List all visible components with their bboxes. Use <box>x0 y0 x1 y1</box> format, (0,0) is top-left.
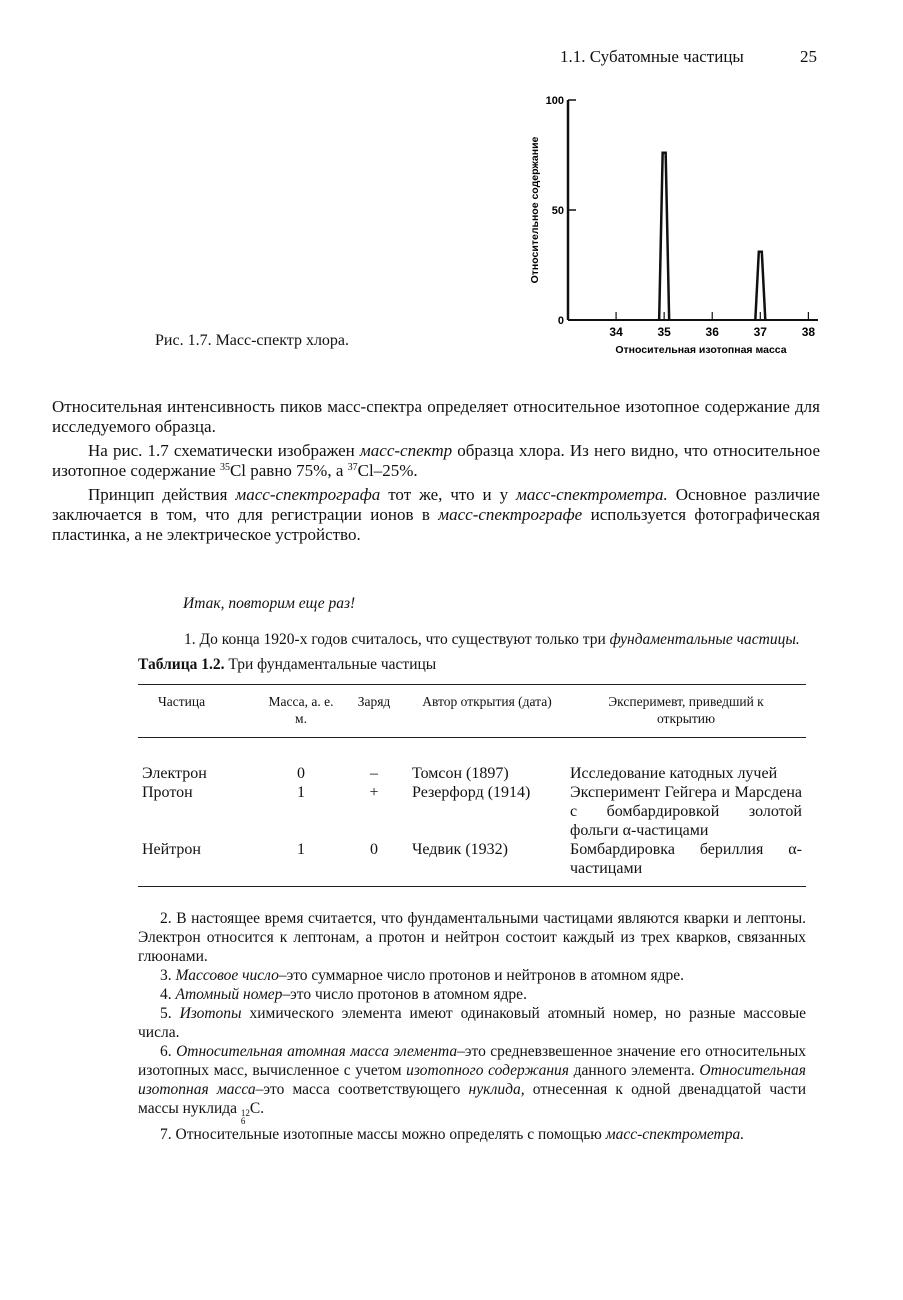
particles-table <box>138 684 806 887</box>
mass-spectrum-chart <box>520 90 830 360</box>
x-tick-label: 37 <box>753 325 767 339</box>
paragraph: Принцип действия масс-спектрографа тот же, что и у масс-спектрометра. Основное различие заключается в том, что для регистрации ионов в масс-спектрографе используется фотографическая пластинка, а не электрическое устройство. <box>52 485 820 544</box>
table-cell: Томсон (1897) <box>412 765 509 782</box>
paragraph: Относительная интенсивность пиков масс-спектра определяет относительное изотопное содержание для исследуемого образца. <box>52 397 820 436</box>
summary-heading: Итак, повторим еще раз! <box>183 595 356 612</box>
column-header: Эксперимевт, приведший к открытию <box>608 694 764 726</box>
table-cell: Электрон <box>142 765 207 782</box>
x-tick-label: 36 <box>705 325 719 339</box>
summary-item-1: 1. До конца 1920-х годов считалось, что существуют только три фундаментальные частицы. <box>184 631 800 648</box>
table-cell: Чедвик (1932) <box>412 841 508 858</box>
paragraph: На рис. 1.7 схематически изображен масс-спектр образца хлора. Из него видно, что относительное изотопное содержание $^{35}$Cl равно 75%, а $^{37}$Cl–25%. <box>52 441 820 480</box>
table-cell: Протон <box>142 784 193 801</box>
table-cell: Эксперимент Гейгера и Марсдена с бомбардировкой золотой фольги α-частицами <box>570 784 802 839</box>
summary-item-5: 5. Изотопы химического элемента имеют одинаковый атомный номер, но разные массовые числа. <box>138 1005 806 1041</box>
nuclide-notation: 12 6 <box>240 1108 250 1126</box>
summary-items <box>138 909 806 1144</box>
column-header: Масса, а. е. м. <box>268 694 334 726</box>
table-cell: Бомбардировка бериллия α-частицами <box>570 841 802 877</box>
page-number: 25 <box>800 47 817 66</box>
y-tick-label: 50 <box>551 205 564 217</box>
y-tick-label: 100 <box>545 95 564 107</box>
summary-item-7: 7. Относительные изотопные массы можно определять с помощью масс-спектрометра. <box>160 1126 745 1143</box>
x-tick-label: 34 <box>609 325 623 339</box>
summary-section <box>138 594 806 887</box>
summary-item-6: 6. Относительная атомная масса элемента–это средневзвешенное значение его относительных изотопных масс, вычисленное с учетом изотопного содержания данного элемента. Относительная изотопная масса–это масса соответствующего нуклида, отнесенная к одной двенадцатой части массы нуклида 12 6 C. <box>138 1043 807 1126</box>
column-header: Автор открытия (дата) <box>422 694 552 709</box>
table-cell: Исследование катодных лучей <box>570 765 778 782</box>
summary-item-3: 3. Массовое число–это суммарное число протонов и нейтронов в атомном ядре. <box>160 967 685 984</box>
column-header: Частица <box>158 694 206 709</box>
table-row <box>138 840 806 886</box>
table-cell: 1 <box>297 841 305 858</box>
table-cell: Резерфорд (1914) <box>412 784 531 801</box>
y-tick-label: 0 <box>557 315 564 327</box>
x-tick-label: 38 <box>801 325 816 339</box>
summary-item-2: 2. В настоящее время считается, что фундаментальными частицами являются кварки и лептоны. Электрон относится к лептонам, а протон и нейтрон состоит каждый из трех кварков, связанных глюонами. <box>138 910 806 965</box>
table-cell: – <box>370 765 378 782</box>
figure-caption: Рис. 1.7. Масс-спектр хлора. <box>155 332 350 349</box>
y-axis-label: Относительное содержание <box>529 136 541 284</box>
spectrum-peak <box>659 153 669 320</box>
body-text <box>52 397 820 549</box>
x-tick-label: 35 <box>657 325 671 339</box>
table-cell: + <box>369 784 379 801</box>
table-cell: 0 <box>370 841 378 858</box>
spectrum-peak <box>755 252 765 320</box>
table-row <box>138 738 806 784</box>
running-header: 1.1. Субатомные частицы <box>560 47 744 66</box>
table-cell: 0 <box>297 765 305 782</box>
summary-item-4: 4. Атомный номер–это число протонов в атомном ядре. <box>160 986 527 1003</box>
table-cell: 1 <box>297 784 305 801</box>
table-row <box>138 783 806 840</box>
table-caption: Таблица 1.2. Три фундаментальные частицы <box>138 656 437 673</box>
column-header: Заряд <box>357 694 391 709</box>
table-cell: Нейтрон <box>142 841 201 858</box>
x-axis-label: Относительная изотопная масса <box>615 344 787 356</box>
